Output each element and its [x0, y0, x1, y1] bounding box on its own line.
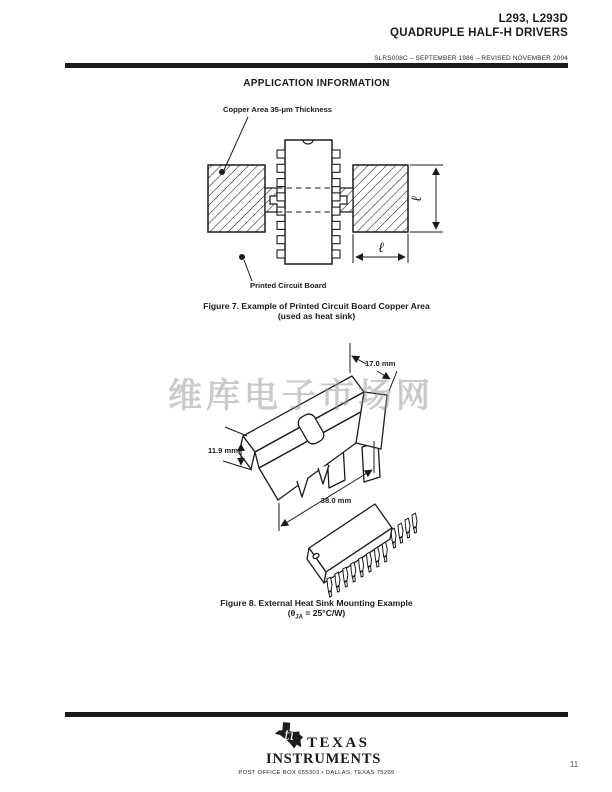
dip-back-pins — [391, 513, 417, 548]
doc-reference: SLRS008C – SEPTEMBER 1986 – REVISED NOVEMBER 2004 — [374, 55, 568, 62]
figure8-caption-line2 — [65, 608, 568, 621]
ti-logo-icon — [274, 721, 304, 752]
dimension-l-horizontal-label: ℓ — [378, 240, 384, 256]
section-title: APPLICATION INFORMATION — [243, 78, 390, 89]
theta-open: (θ — [287, 608, 296, 618]
figure8-caption-line1: Figure 8. External Heat Sink Mounting Example — [220, 598, 413, 608]
dim-38mm-label: 38.0 mm — [320, 496, 352, 505]
part-numbers: L293, L293D — [498, 13, 568, 25]
figure7-caption-line2: (used as heat sink) — [277, 311, 356, 321]
dip-package-drawing — [307, 504, 417, 597]
theta-subscript: JA — [295, 614, 303, 621]
ic-pins-left — [277, 150, 285, 258]
figure7-caption-line1: Figure 7. Example of Printed Circuit Board Copper Area — [203, 301, 430, 311]
dimension-l-vertical-label: ℓ — [409, 196, 425, 202]
copper-leader-line — [224, 117, 248, 170]
theta-rest: = 25°C/W) — [302, 608, 346, 618]
brand-instruments: INSTRUMENTS — [266, 751, 382, 767]
ic-pins-right — [332, 150, 340, 258]
copper-area-left — [208, 165, 277, 232]
footer-rule — [65, 712, 568, 717]
watermark: 维库电子市场网 — [168, 376, 434, 416]
copper-leader-dot-icon — [219, 169, 225, 175]
dim-119mm-label: 11.9 mm — [208, 446, 238, 455]
dim-17mm-label: 17.0 mm — [365, 359, 396, 368]
copper-area-label: Copper Area 35-μm Thickness — [223, 105, 333, 114]
ic-package-top-view — [277, 140, 340, 264]
ti-logo-text: ti — [284, 728, 295, 745]
page-title: QUADRUPLE HALF-H DRIVERS — [390, 27, 568, 39]
heatsink-foot-1 — [297, 478, 308, 497]
header-rule — [65, 63, 568, 68]
pcb-leader-line — [244, 260, 252, 281]
pcb-leader-dot-icon — [239, 254, 245, 260]
heatsink-foot-2 — [318, 465, 329, 484]
heat-sink-drawing — [239, 376, 387, 500]
figure8-diagram — [65, 335, 515, 601]
copper-area-right — [340, 165, 408, 232]
figure7-diagram — [65, 95, 495, 305]
footer-address: POST OFFICE BOX 655303 • DALLAS, TEXAS 75265 — [238, 770, 395, 776]
pcb-label: Printed Circuit Board — [250, 281, 327, 290]
brand-texas: TEXAS — [307, 735, 370, 751]
page-number: 11 — [569, 760, 579, 769]
